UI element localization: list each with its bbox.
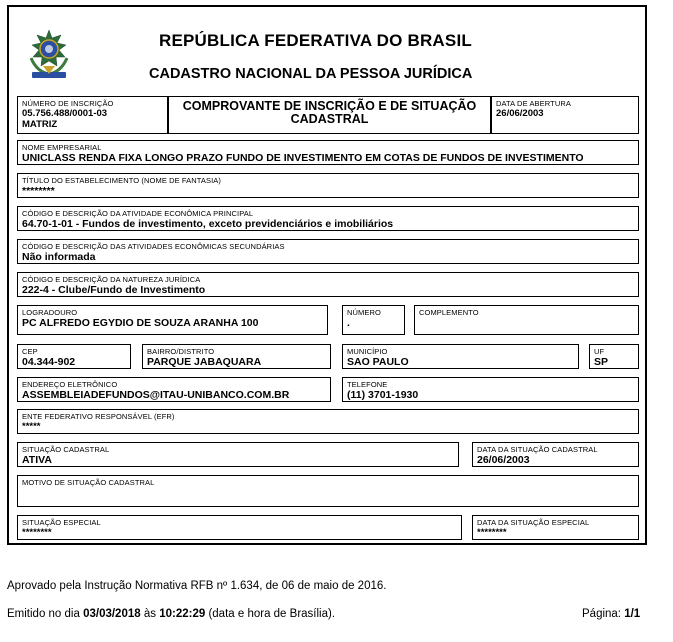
data-abertura-field: DATA DE ABERTURA 26/06/2003	[491, 96, 639, 134]
data-situacao-cadastral-value: 26/06/2003	[477, 454, 530, 466]
bairro-field: BAIRRO/DISTRITO PARQUE JABAQUARA	[142, 344, 331, 369]
telefone-value: (11) 3701-1930	[347, 389, 419, 401]
atividade-principal-value: 64.70-1-01 - Fundos de investimento, exceto previdenciários e imobiliários	[22, 218, 394, 230]
cep-value: 04.344-902	[22, 356, 76, 368]
motivo-situacao-field: MOTIVO DE SITUAÇÃO CADASTRAL	[17, 475, 639, 507]
data-situacao-especial-field: DATA DA SITUAÇÃO ESPECIAL ********	[472, 515, 639, 540]
logradouro-value: PC ALFREDO EGYDIO DE SOUZA ARANHA 100	[22, 317, 259, 329]
nome-empresarial-value: UNICLASS RENDA FIXA LONGO PRAZO FUNDO DE INVESTIMENTO EM COTAS DE FUNDOS DE INVESTIMENTO	[22, 152, 584, 164]
municipio-field: MUNICÍPIO SAO PAULO	[342, 344, 579, 369]
natureza-juridica-value: 222-4 - Clube/Fundo de Investimento	[22, 284, 206, 296]
cnpj-document	[7, 5, 647, 545]
efr-field: ENTE FEDERATIVO RESPONSÁVEL (EFR) *****	[17, 409, 639, 434]
numero-field: NÚMERO .	[342, 305, 405, 335]
page-number: Página: 1/1	[582, 608, 641, 620]
telefone-field: TELEFONE (11) 3701-1930	[342, 377, 639, 402]
situacao-cadastral-value: ATIVA	[22, 454, 52, 466]
aprovado-text: Aprovado pela Instrução Normativa RFB nº 1.634, de 06 de maio de 2016.	[7, 580, 387, 592]
page-subtitle: CADASTRO NACIONAL DA PESSOA JURÍDICA	[149, 66, 473, 82]
numero-inscricao-field: NÚMERO DE INSCRIÇÃO 05.756.488/0001-03 MATRIZ	[17, 96, 168, 134]
atividade-principal-field: CÓDIGO E DESCRIÇÃO DA ATIVIDADE ECONÔMICA PRINCIPAL 64.70-1-01 - Fundos de investimento, exceto previdenciários e imobiliários	[17, 206, 639, 231]
atividades-secundarias-value: Não informada	[22, 251, 96, 263]
data-situacao-especial-value: ********	[477, 527, 507, 538]
email-field: ENDEREÇO ELETRÔNICO ASSEMBLEIADEFUNDOS@ITAU-UNIBANCO.COM.BR	[17, 377, 331, 402]
situacao-especial-value: ********	[22, 527, 52, 538]
atividades-secundarias-field: CÓDIGO E DESCRIÇÃO DAS ATIVIDADES ECONÔMICAS SECUNDÁRIAS Não informada	[17, 239, 639, 264]
cep-field: CEP 04.344-902	[17, 344, 131, 369]
situacao-cadastral-field: SITUAÇÃO CADASTRAL ATIVA	[17, 442, 459, 467]
coat-of-arms-icon	[23, 28, 75, 82]
data-abertura-value: 26/06/2003	[496, 108, 544, 119]
situacao-especial-field: SITUAÇÃO ESPECIAL ********	[17, 515, 462, 540]
page-title: REPÚBLICA FEDERATIVA DO BRASIL	[159, 31, 472, 50]
uf-value: SP	[594, 356, 609, 368]
titulo-estabelecimento-field: TÍTULO DO ESTABELECIMENTO (NOME DE FANTASIA) ********	[17, 173, 639, 198]
logradouro-field: LOGRADOURO PC ALFREDO EGYDIO DE SOUZA ARANHA 100	[17, 305, 328, 335]
matriz-value: MATRIZ	[22, 119, 58, 130]
efr-value: *****	[22, 421, 41, 432]
emitido-time: 10:22:29	[159, 608, 206, 620]
numero-value: .	[347, 317, 350, 329]
natureza-juridica-field: CÓDIGO E DESCRIÇÃO DA NATUREZA JURÍDICA 222-4 - Clube/Fundo de Investimento	[17, 272, 639, 297]
complemento-field: COMPLEMENTO	[414, 305, 639, 335]
municipio-value: SAO PAULO	[347, 356, 409, 368]
bairro-value: PARQUE JABAQUARA	[147, 356, 262, 368]
emitido-date: 03/03/2018	[83, 608, 141, 620]
uf-field: UF SP	[589, 344, 639, 369]
nome-empresarial-field: NOME EMPRESARIAL UNICLASS RENDA FIXA LONGO PRAZO FUNDO DE INVESTIMENTO EM COTAS DE FUNDOS DE INVESTIMENTO	[17, 140, 639, 165]
data-situacao-cadastral-field: DATA DA SITUAÇÃO CADASTRAL 26/06/2003	[472, 442, 639, 467]
numero-inscricao-value: 05.756.488/0001-03	[22, 108, 108, 119]
document-title: COMPROVANTE DE INSCRIÇÃO E DE SITUAÇÃO CADASTRAL	[168, 96, 491, 134]
titulo-estabelecimento-value: ********	[22, 185, 55, 197]
email-value: ASSEMBLEIADEFUNDOS@ITAU-UNIBANCO.COM.BR	[22, 389, 290, 401]
emitido-text: Emitido no dia 03/03/2018 às 10:22:29 (data e hora de Brasília).	[7, 608, 336, 620]
